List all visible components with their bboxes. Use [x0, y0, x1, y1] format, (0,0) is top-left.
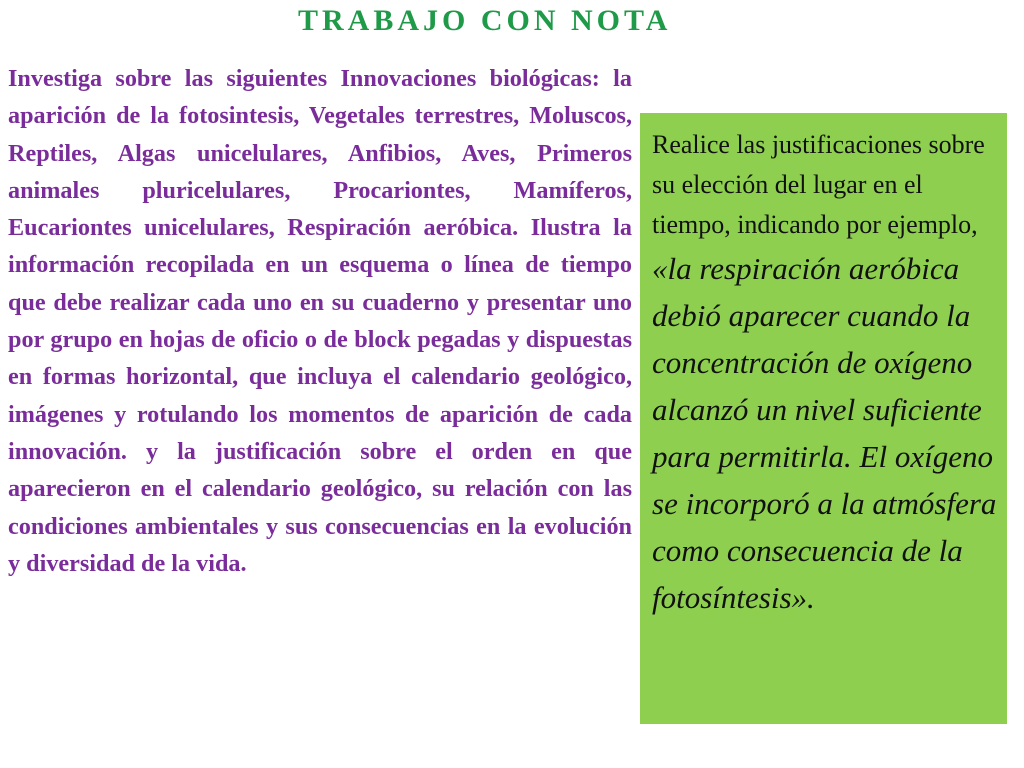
note-quote-text: «la respiración aeróbica debió aparecer cuando la concentración de oxígeno alcanzó un nivel suficiente para permitirla. El oxígeno se incorporó a la atmósfera como consecuencia de la fotosíntesis». [652, 251, 997, 615]
instructions-text: Investiga sobre las siguientes Innovaciones biológicas: la aparición de la fotosintesis, Vegetales terrestres, Moluscos, Reptiles, Algas unicelulares, Anfibios, Aves, Primeros animales pluricelulares, Procariontes, Mamíferos, Eucariontes unicelulares, Respiración aeróbica. Ilustra la información recopilada en un esquema o línea de tiempo que debe realizar cada uno en su cuaderno y presentar uno por grupo en hojas de oficio o de block pegadas y dispuestas en formas horizontal, que incluya el calendario geológico, imágenes y rotulando los momentos de aparición de cada innovación. y la justificación sobre el orden en que aparecieron en el calendario geológico, su relación con las condiciones ambientales y sus consecuencias en la evolución y diversidad de la vida. [8, 65, 632, 577]
note-lead-text: Realice las justificaciones sobre su elección del lugar en el tiempo, indicando por ejemplo, [652, 130, 985, 239]
page-title: TRABAJO CON NOTA [298, 4, 672, 37]
note-box [640, 113, 1007, 724]
